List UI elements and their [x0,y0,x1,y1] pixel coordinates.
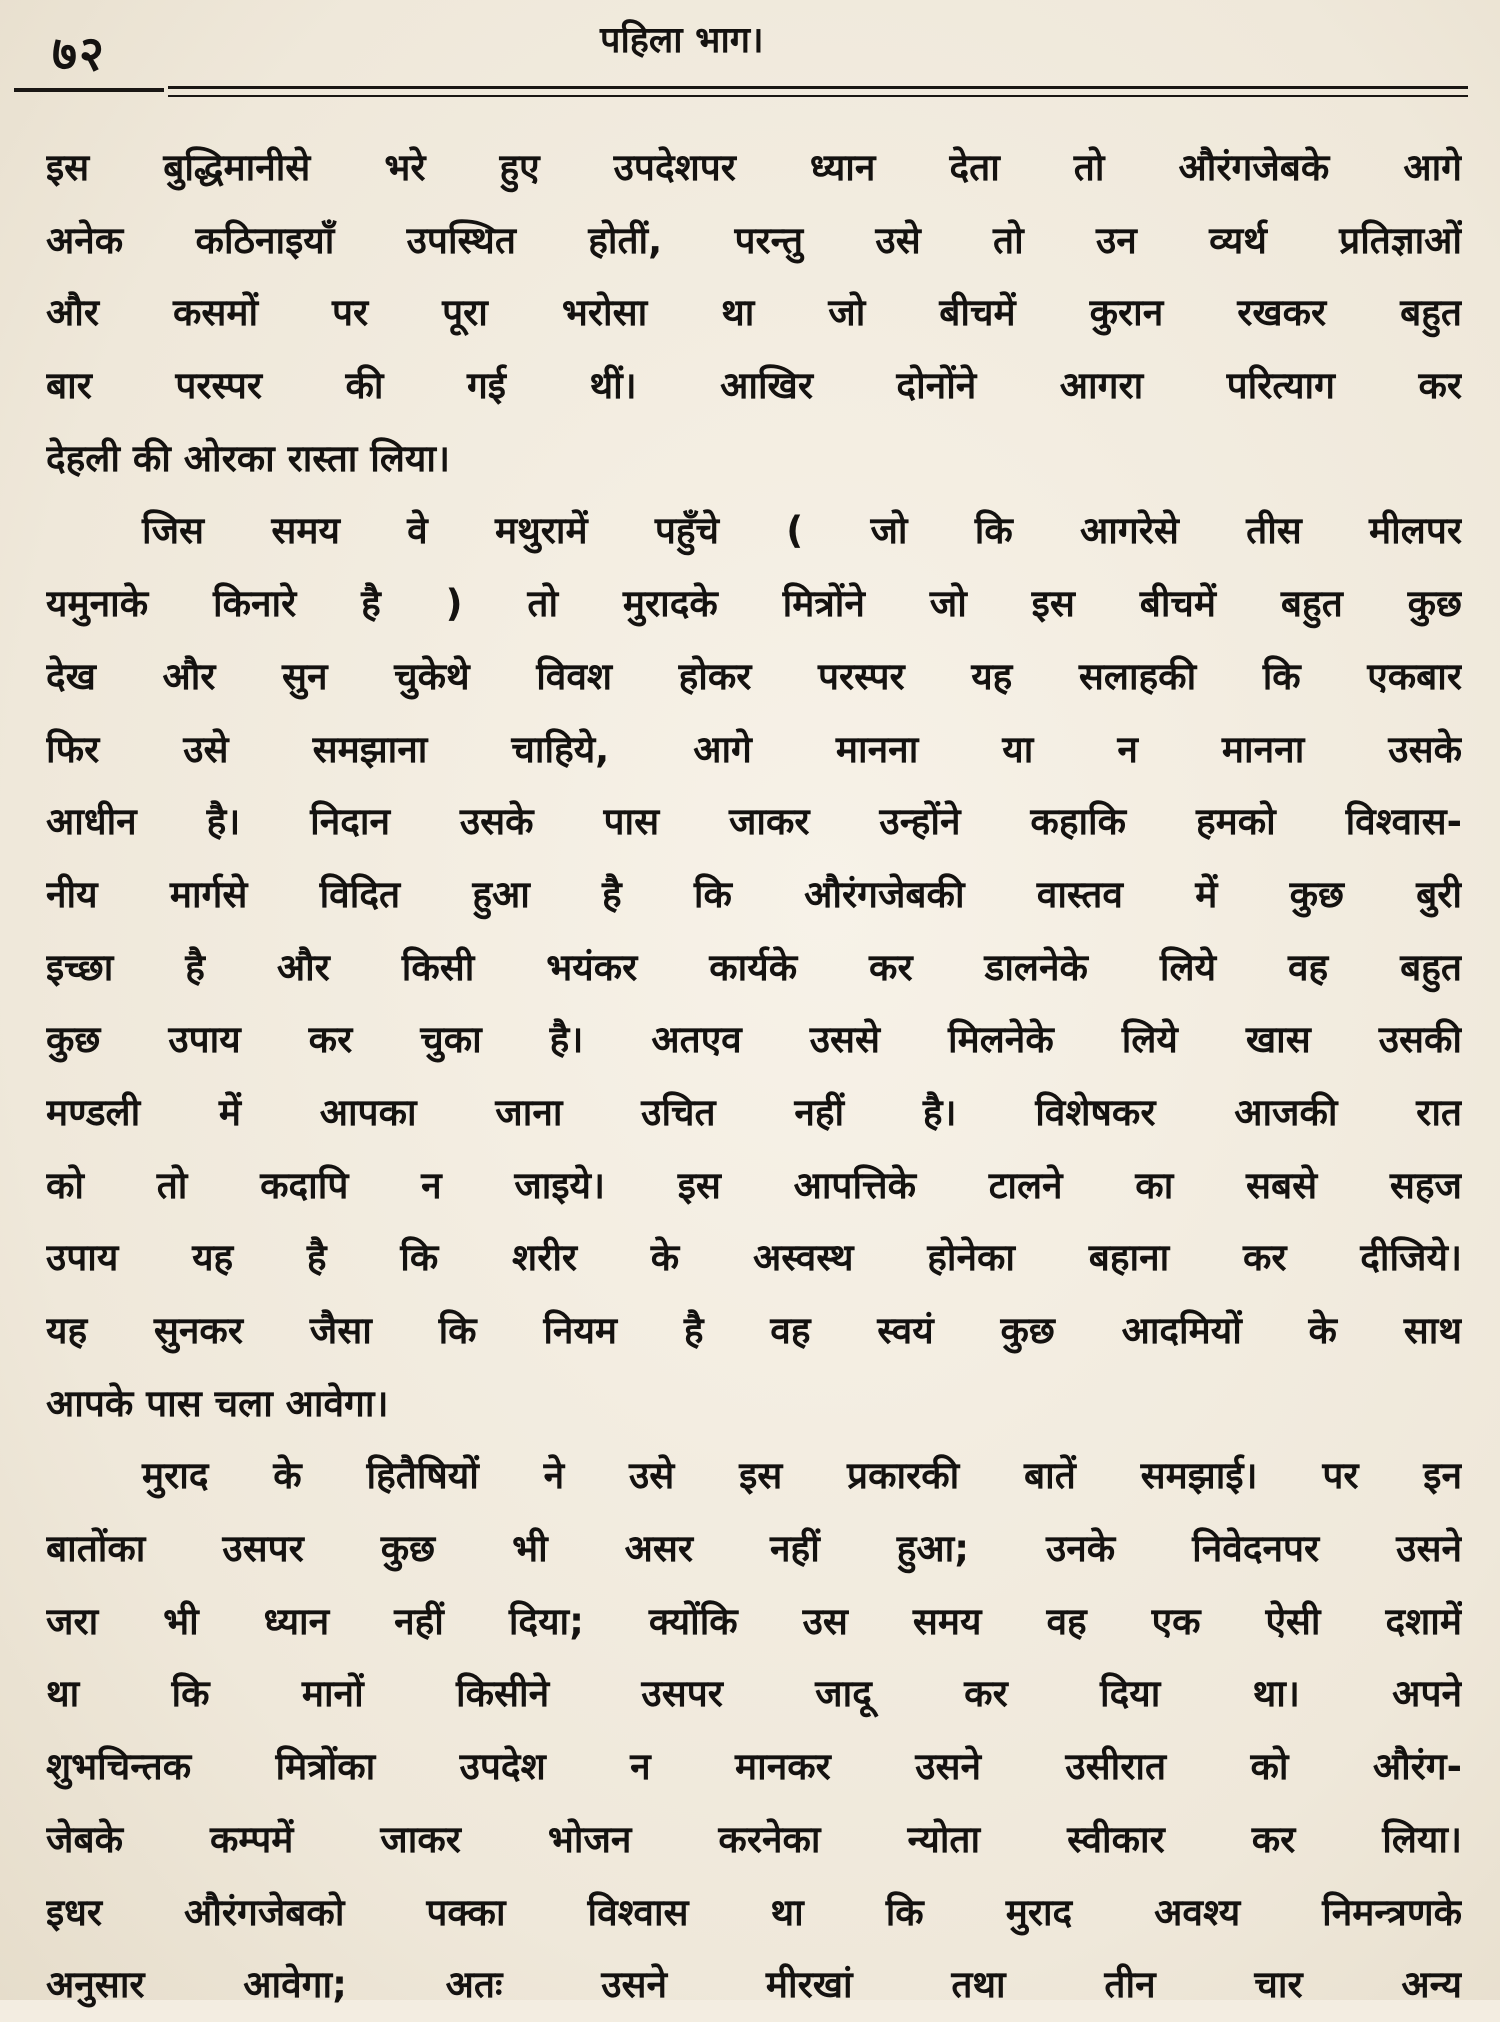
body-text [46,132,1462,2022]
text-line: इस बुद्धिमानीसे भरे हुए उपदेशपर ध्यान देता तो औरंगजेबके आगे [46,146,1462,189]
header-rule-upper [168,86,1468,89]
page-number: ७२ [52,26,106,82]
header-rule-lower [168,95,1468,97]
text-line: इच्छा है और किसी भयंकर कार्यके कर डालनेके लिये वह बहुत [46,945,1462,989]
page-header [0,0,1500,100]
text-line: मण्डली में आपका जाना उचित नहीं है। विशेषकर आजकी रात [46,1090,1462,1134]
running-title: पहिला भाग। [600,20,764,61]
paragraph-start-line: मुराद के हितैषियों ने उसे इस प्रकारकी बातें समझाई। पर इन [142,1454,1462,1498]
text-line: यमुनाके किनारे है ) तो मुरादके मित्रोंने जो इस बीचमें बहुत कुछ [46,582,1462,626]
text-line: देख और सुन चुकेथे विवश होकर परस्पर यह सलाहकी कि एकबार [46,654,1462,698]
text-line: कुछ उपाय कर चुका है। अतएव उससे मिलनेके लिये खास उसकी [46,1018,1462,1062]
text-line: नीय मार्गसे विदित हुआ है कि औरंगजेबकी वास्तव में कुछ बुरी [46,872,1462,916]
text-line: और कसमों पर पूरा भरोसा था जो बीचमें कुरान रखकर बहुत [46,291,1462,335]
text-line: बातोंका उसपर कुछ भी असर नहीं हुआ; उनके निवेदनपर उसने [46,1527,1462,1571]
text-line: था कि मानों किसीने उसपर जादू कर दिया था। अपने [46,1672,1462,1716]
text-line: आधीन है। निदान उसके पास जाकर उन्होंने कहाकि हमको विश्वास- [46,800,1462,844]
text-line: बार परस्पर की गई थीं। आखिर दोनोंने आगरा परित्याग कर [46,364,1462,408]
text-line: जेबके कम्पमें जाकर भोजन करनेका न्योता स्वीकार कर लिया। [46,1817,1462,1861]
text-line: शुभचिन्तक मित्रोंका उपदेश न मानकर उसने उसीरात को औरंग- [46,1745,1462,1789]
paragraph-end-line: आपके पास चला आवेगा। [46,1381,389,1425]
text-line: यह सुनकर जैसा कि नियम है वह स्वयं कुछ आदमियों के साथ [46,1309,1462,1352]
header-rule-left [14,88,164,92]
text-line: अनुसार आवेगा; अतः उसने मीरखां तथा तीन चार अन्य [46,1963,1462,2007]
text-line: उपाय यह है कि शरीर के अस्वस्थ होनेका बहाना कर दीजिये। [46,1236,1462,1280]
paragraph-start-line: जिस समय वे मथुरामें पहुँचे ( जो कि आगरेसे तीस मीलपर [142,509,1462,553]
text-line: फिर उसे समझाना चाहिये, आगे मानना या न मानना उसके [46,727,1462,771]
text-line: जरा भी ध्यान नहीं दिया; क्योंकि उस समय वह एक ऐसी दशामें [46,1599,1462,1643]
text-line: को तो कदापि न जाइये। इस आपत्तिके टालने का सबसे सहज [46,1163,1462,1207]
text-line: इधर औरंगजेबको पक्का विश्वास था कि मुराद अवश्य निमन्त्रणके [46,1890,1462,1934]
text-line: अनेक कठिनाइयाँ उपस्थित होतीं, परन्तु उसे तो उन व्यर्थ प्रतिज्ञाओं [46,218,1462,262]
paragraph-end-line: देहली की ओरका रास्ता लिया। [46,436,450,480]
